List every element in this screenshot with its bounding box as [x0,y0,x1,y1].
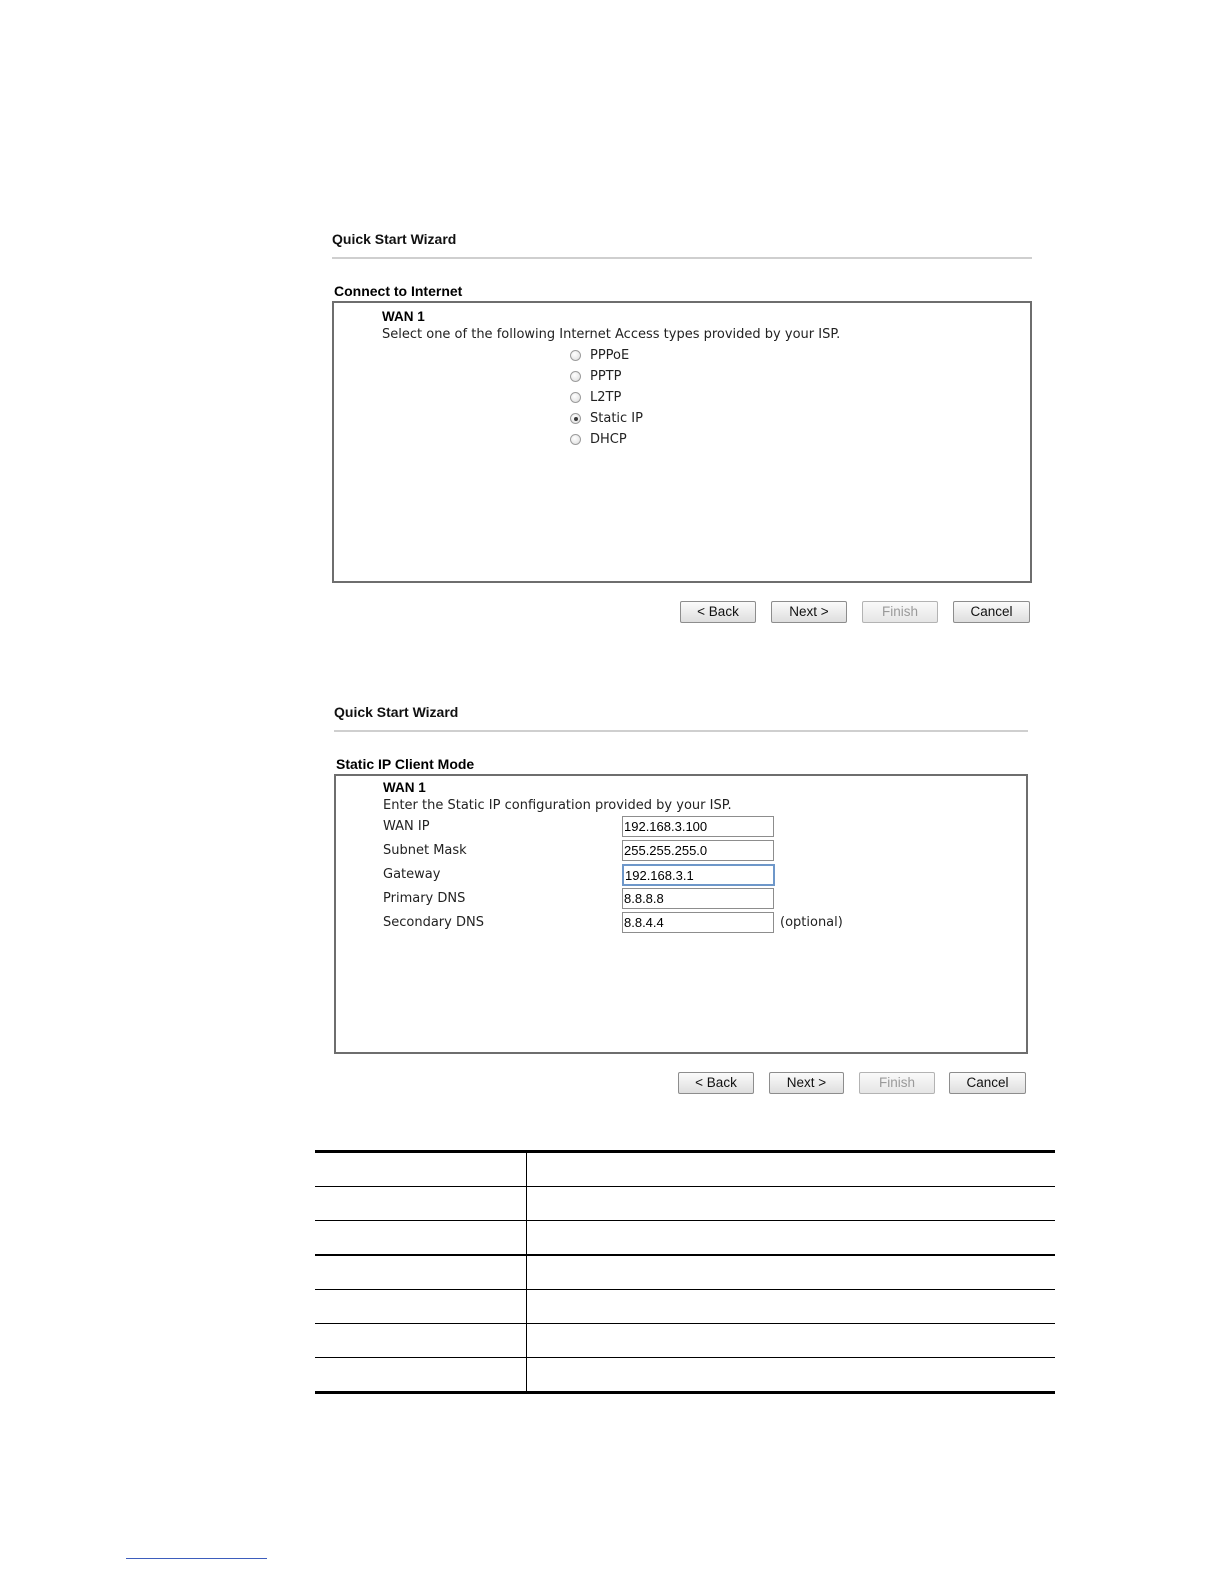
optional-hint: (optional) [780,915,843,930]
cancel-button[interactable]: Cancel [949,1072,1026,1094]
field-row-subnet-mask [383,839,467,861]
wan-heading: WAN 1 [383,780,426,795]
radio-option-pptp[interactable] [570,366,643,387]
secondary-dns-label: Secondary DNS [383,914,484,930]
subnet-mask-label: Subnet Mask [383,842,467,858]
back-button[interactable]: < Back [680,601,756,623]
gateway-input[interactable] [622,864,775,886]
primary-dns-label: Primary DNS [383,890,466,906]
wan-ip-input[interactable] [622,816,774,837]
wizard2-title: Quick Start Wizard [334,704,459,720]
table-row [315,1152,1055,1187]
cancel-button[interactable]: Cancel [953,601,1030,623]
radio-option-l2tp[interactable] [570,387,643,408]
instruction-text: Enter the Static IP configuration provided by your ISP. [383,798,732,813]
description-table [315,1150,1055,1394]
wan-heading: WAN 1 [382,309,425,324]
access-type-radio-group [570,345,643,450]
radio-label: DHCP [590,432,627,447]
wizard1-title: Quick Start Wizard [332,231,457,247]
radio-button[interactable] [570,350,581,361]
table-row [315,1221,1055,1256]
table-row [315,1290,1055,1324]
radio-button[interactable] [570,434,581,445]
subnet-mask-input[interactable] [622,840,774,861]
wizard1-panel [332,301,1032,583]
finish-button[interactable]: Finish [859,1072,935,1094]
radio-label: Static IP [590,411,643,426]
table-row [315,1324,1055,1358]
wizard1-title-divider [332,257,1032,259]
wan-ip-label: WAN IP [383,818,430,834]
radio-option-dhcp[interactable] [570,429,643,450]
wizard2-section-title: Static IP Client Mode [336,756,475,772]
wizard1-section-title: Connect to Internet [334,283,463,299]
primary-dns-input[interactable] [622,888,774,909]
radio-option-pppoe[interactable] [570,345,643,366]
radio-button[interactable] [570,371,581,382]
radio-button-selected[interactable] [570,413,581,424]
secondary-dns-input[interactable] [622,912,774,933]
radio-option-static-ip[interactable] [570,408,643,429]
radio-button[interactable] [570,392,581,403]
field-row-secondary-dns [383,911,484,933]
wizard2-title-divider [334,730,1028,732]
table-row [315,1187,1055,1221]
instruction-text: Select one of the following Internet Access types provided by your ISP. [382,327,841,342]
radio-label: L2TP [590,390,622,405]
back-button[interactable]: < Back [678,1072,754,1094]
radio-label: PPPoE [590,348,630,363]
radio-label: PPTP [590,369,622,384]
footer-divider [126,1558,267,1559]
finish-button[interactable]: Finish [862,601,938,623]
table-row [315,1255,1055,1290]
table-row [315,1358,1055,1393]
field-row-primary-dns [383,887,465,909]
field-row-gateway [383,863,440,885]
field-row-wan-ip [383,815,430,837]
gateway-label: Gateway [383,866,441,882]
next-button[interactable]: Next > [771,601,847,623]
next-button[interactable]: Next > [769,1072,844,1094]
